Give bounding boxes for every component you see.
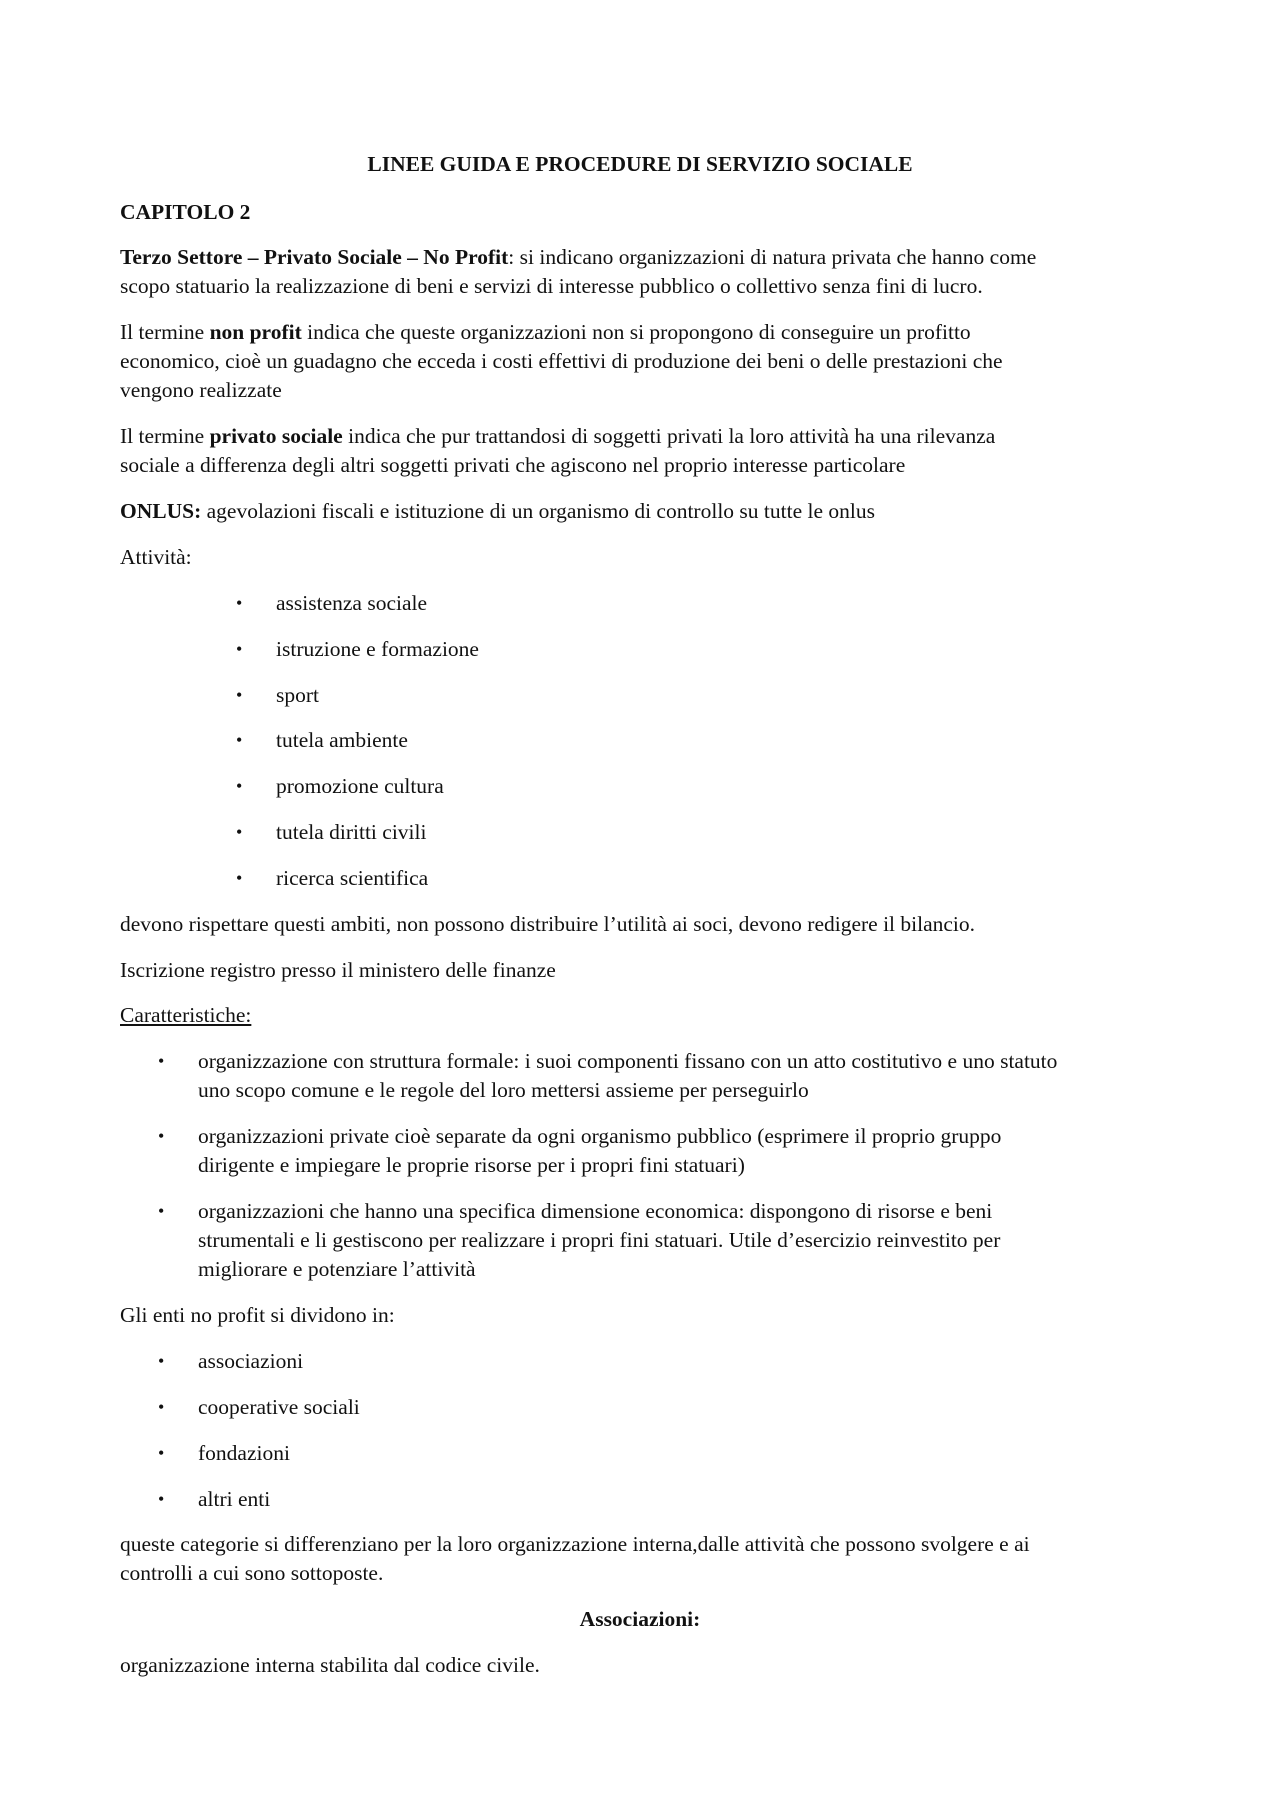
bullet-icon: •	[158, 1126, 165, 1146]
bullet-icon: •	[158, 1397, 165, 1417]
term-privato-sociale: privato sociale	[209, 424, 343, 448]
bullet-icon: •	[236, 868, 243, 888]
term-non-profit: non profit	[209, 320, 302, 344]
paragraph-categorie-line2: controlli a cui sono sottoposte.	[120, 1561, 384, 1585]
paragraph-terzo-settore-line2: scopo statuario la realizzazione di beni e servizi di interesse pubblico o collettivo senza fini di lucro.	[120, 274, 983, 298]
paragraph-onlus: ONLUS: agevolazioni fiscali e istituzione di un organismo di controllo su tutte le onlus	[120, 499, 875, 523]
term-onlus: ONLUS:	[120, 499, 202, 523]
bullet-icon: •	[158, 1443, 165, 1463]
paragraph-non-profit-line3: vengono realizzate	[120, 378, 282, 402]
chapter-heading: CAPITOLO 2	[120, 200, 251, 224]
paragraph-ambiti: devono rispettare questi ambiti, non possono distribuire l’utilità ai soci, devono redigere il bilancio.	[120, 912, 976, 936]
bullet-icon: •	[236, 822, 243, 842]
paragraph-codice-civile: organizzazione interna stabilita dal codice civile.	[120, 1653, 540, 1677]
bullet-icon: •	[236, 593, 243, 613]
paragraph-categorie-line1: queste categorie si differenziano per la loro organizzazione interna,dalle attività che possono svolgere e ai	[120, 1532, 1030, 1556]
bullet-icon: •	[158, 1351, 165, 1371]
paragraph-non-profit-line1: Il termine non profit indica che queste organizzazioni non si propongono di conseguire un profitto	[120, 320, 971, 344]
section-heading-associazioni: Associazioni:	[579, 1607, 701, 1631]
paragraph-terzo-settore-line1: Terzo Settore – Privato Sociale – No Profit: si indicano organizzazioni di natura privata che hanno come	[120, 245, 1037, 269]
bullet-icon: •	[158, 1051, 165, 1071]
activities-label: Attività:	[120, 545, 192, 569]
paragraph-privato-sociale-line2: sociale a differenza degli altri soggetti privati che agiscono nel proprio interesse particolare	[120, 453, 906, 477]
paragraph-iscrizione: Iscrizione registro presso il ministero delle finanze	[120, 958, 556, 982]
paragraph-enti-no-profit: Gli enti no profit si dividono in:	[120, 1303, 395, 1327]
bullet-icon: •	[236, 639, 243, 659]
bullet-icon: •	[236, 776, 243, 796]
features-label: Caratteristiche:	[120, 1003, 252, 1027]
paragraph-privato-sociale-line1: Il termine privato sociale indica che pur trattandosi di soggetti privati la loro attività ha una rilevanza	[120, 424, 996, 448]
bullet-icon: •	[158, 1201, 165, 1221]
bullet-icon: •	[236, 730, 243, 750]
paragraph-non-profit-line2: economico, cioè un guadagno che ecceda i costi effettivi di produzione dei beni o delle prestazioni che	[120, 349, 1003, 373]
term-terzo-settore: Terzo Settore – Privato Sociale – No Profit	[120, 245, 509, 269]
bullet-icon: •	[236, 685, 243, 705]
document-title: LINEE GUIDA E PROCEDURE DI SERVIZIO SOCIALE	[367, 152, 913, 176]
bullet-icon: •	[158, 1489, 165, 1509]
document-page: LINEE GUIDA E PROCEDURE DI SERVIZIO SOCIALE CAPITOLO 2 Terzo Settore – Privato Sociale – No Profit: si indicano organizzazioni di natura privata che hanno come scopo statuario la realizzazione di beni e servizi di interesse pubblico o collettivo senza fini di lucro. Il termine non profit indica che queste organizzazioni non si propongono di conseguire un profitto economico, cioè un guadagno che ecceda i costi effettivi di produzione dei beni o delle prestazioni che vengono realizzate Il termine privato sociale indica che pur trattandosi di soggetti privati la loro attività ha una rilevanza sociale a differenza degli altri soggetti privati che agiscono nel proprio interesse particolare ONLUS: agevolazioni fiscali e istituzione di un organismo di controllo su tutte le onlus Attività: • assistenza sociale • istruzione e formazione • sport • tutela ambiente • promozione cultura • tutela diritti civili • ricerca scientifica devono rispettare questi ambiti, non possono distribuire l’utilità ai soci, devono redigere il bilancio. Iscrizione registro presso il ministero delle finanze Caratteristiche: • organizzazione con struttura formale: i suoi componenti fissano con un atto costitutivo e uno statuto uno scopo comune e le regole del loro mettersi assieme per perseguirlo • organizzazioni private cioè separate da ogni organismo pubblico (esprimere il proprio gruppo dirigente e impiegare le proprie risorse per i propri fini statuari) • organizzazioni che hanno una specifica dimensione economica: dispongono di risorse e beni strumentali e li gestiscono per realizzare i propri fini statuari. Utile d’esercizio reinvestito per migliorare e potenziare l’attività Gli enti no profit si dividono in: • associazioni • cooperative sociali • fondazioni • altri enti queste categorie si differenziano per la loro organizzazione interna,dalle attività che possono svolgere e ai controlli a cui sono sottoposte. Associazioni: organizzazione interna stabilita dal codice civile.	[0, 0, 1280, 1811]
